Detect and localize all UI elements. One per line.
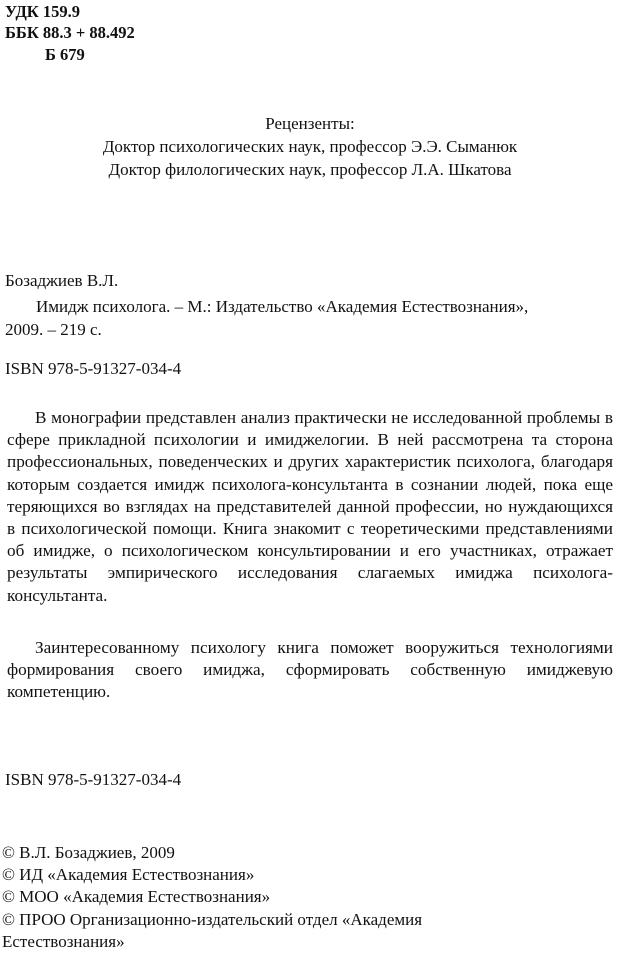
reviewers-heading: Рецензенты: (265, 114, 355, 133)
author-mark: Б 679 (45, 45, 85, 64)
bbk-code: ББК 88.3 + 88.492 (5, 23, 135, 42)
bib-year-pages: 2009. – 219 с. (5, 320, 102, 339)
copyright-department: © ПРОО Организационно-издательский отдел «Академия (2, 910, 423, 929)
udk-code: УДК 159.9 (5, 2, 81, 21)
copyright-academy: © МОО «Академия Естествознания» (2, 887, 271, 906)
bib-author: Бозаджиев В.Л. (5, 271, 119, 290)
abstract-paragraph-1: В монографии представлен анализ практически не исследованной проблемы в сфере прикладной психологии и имиджелогии. В ней рассмотрена та сторона профессиональных, поведенческих и других характеристик психолога, благодаря которым создается имидж психолога-консультанта в сознании людей, пока еще теряющихся во взглядах на представителей данной профессии, но нуждающихся в психологической помощи. Книга знакомит с теоретическими представлениями об имидже, о психологическом консультировании и его участниках, отражает результаты эмпирического исследования слагаемых имиджа психолога-консультанта. (7, 408, 613, 605)
bib-title: Имидж психолога. – М.: Издательство «Академия Естествознания», (36, 297, 529, 316)
copyright-author: © В.Л. Бозаджиев, 2009 (2, 843, 175, 862)
reviewer-2: Доктор филологических наук, профессор Л.А. Шкатова (108, 160, 512, 179)
isbn-bottom: ISBN 978-5-91327-034-4 (5, 770, 182, 789)
copyright-publisher-house: © ИД «Академия Естествознания» (2, 865, 255, 884)
abstract-paragraph-2: Заинтересованному психологу книга поможет вооружиться технологиями формирования своего имиджа, сформировать собственную имиджевую компетенцию. (7, 638, 613, 702)
reviewer-1: Доктор психологических наук, профессор Э.Э. Сыманюк (102, 137, 518, 156)
isbn-top: ISBN 978-5-91327-034-4 (5, 359, 182, 378)
copyright-department-cont: Естествознания» (2, 932, 125, 951)
